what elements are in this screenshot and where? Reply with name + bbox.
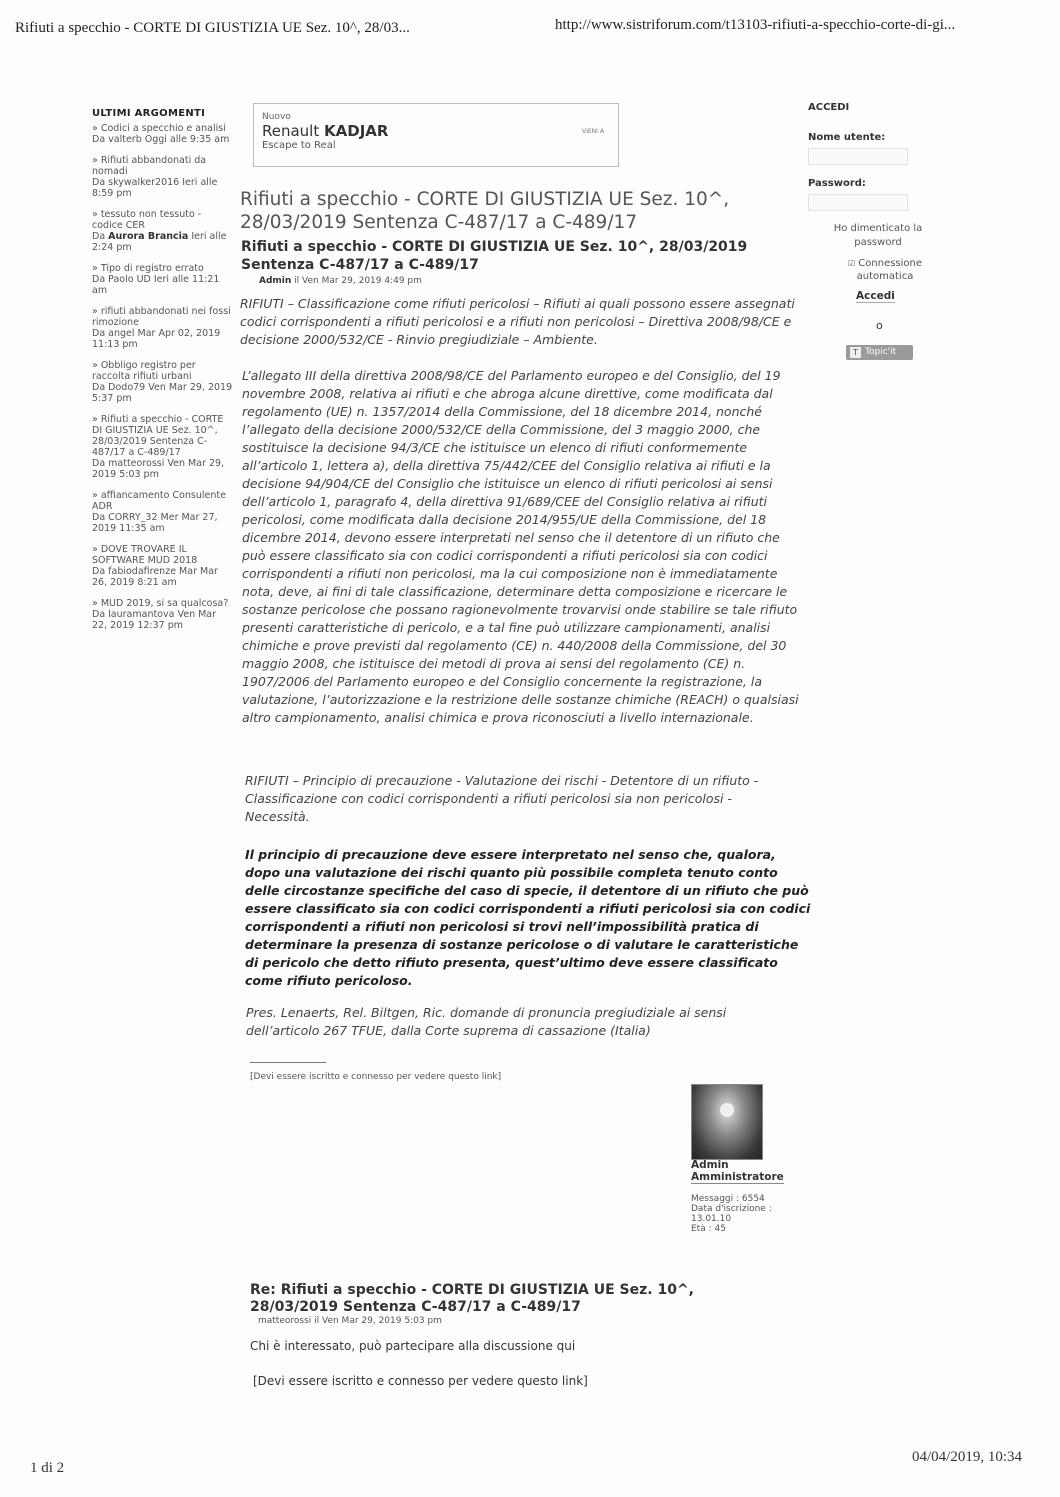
topic-link[interactable]: » rifiuti abbandonati nei fossi rimozione [92,306,231,328]
ad-brand: Renault [262,122,320,140]
topic-item[interactable] [92,598,234,631]
topic-link[interactable]: » Obbligo registro per raccolta rifiuti urbani [92,360,196,382]
author-stats [691,1194,772,1234]
topic-item[interactable] [92,544,234,588]
forgot-password-link[interactable]: Ho dimenticato la password [833,223,923,248]
username-input[interactable] [808,148,908,165]
post-paragraph-5: Pres. Lenaerts, Rel. Biltgen, Ric. domande di pronuncia pregiudiziale ai sensi dell’articolo 267 TFUE, dalla Corte suprema di cassazione (Italia) [246,1005,727,1038]
post-date: il Ven Mar 29, 2019 4:49 pm [294,276,422,286]
topic-item[interactable] [92,490,234,534]
topicit-icon: T [850,347,861,358]
topic-item[interactable] [92,414,234,480]
reply-body: Chi è interessato, può partecipare alla discussione qui [250,1339,576,1353]
print-header-url: http://www.sistriforum.com/t13103-rifiuti-a-specchio-corte-di-gi... [555,17,956,33]
post-paragraph-1: RIFIUTI – Classificazione come rifiuti pericolosi – Rifiuti ai quali possono essere assegnati codici corrispondenti a rifiuti pericolosi e a rifiuti non pericolosi – Direttiva 2008/98/CE e decisione 2000/532/CE - Rinvio pregiudiziale – Ambiente. [240,296,795,347]
post-paragraph-3: RIFIUTI – Principio di precauzione - Valutazione dei rischi - Detentore di un rifiuto - Classificazione con codici corrispondenti a rifiuti pericolosi sia non pericolosi - Necessità. [245,773,759,824]
topic-item[interactable] [92,263,234,296]
author-reg-date: 13.01.10 [691,1214,732,1224]
reply-hidden-link-notice[interactable]: [Devi essere iscritto e connesso per vedere questo link] [253,1374,588,1388]
topicit-button[interactable] [846,345,913,360]
reply-meta: matteorossi il Ven Mar 29, 2019 5:03 pm [258,1316,442,1326]
password-input[interactable] [808,194,908,211]
author-reg-label: Data d'iscrizione : [691,1204,772,1214]
byline-prefix: Da [92,231,106,242]
page-number: 1 di 2 [30,1460,65,1476]
topic-byline: Da matteorossi Ven Mar 29, 2019 5:03 pm [92,458,225,480]
author-age: Età : 45 [691,1224,726,1234]
topic-byline: Da lauramantova Ven Mar 22, 2019 12:37 pm [92,609,217,631]
ad-banner[interactable] [253,103,619,167]
avatar [691,1084,763,1160]
topic-byline [92,231,234,253]
hidden-link-notice[interactable]: [Devi essere iscritto e connesso per vedere questo link] [250,1072,502,1082]
ad-cta[interactable]: VIENI A [582,128,604,135]
login-heading: ACCEDI [808,102,850,113]
ad-headline [262,122,388,140]
post-meta [259,276,422,286]
page-title: Rifiuti a specchio - CORTE DI GIUSTIZIA UE Sez. 10^, 28/03/2019 Sentenza C-487/17 a C-489/17 [240,189,730,233]
ad-model: KADJAR [324,122,389,140]
topic-byline: Da skywalker2016 Ieri alle 8:59 pm [92,177,218,199]
post-paragraph-2: L’allegato III della direttiva 2008/98/CE del Parlamento europeo e del Consiglio, del 19 novembre 2008, relativa ai rifiuti e che abroga alcune direttive, come modificata dal regolamento (UE) n. 1357/2014 della Commissione, del 18 dicembre 2014, nonché l’allegato della decisione 2000/532/CE della Commissione, del 3 maggio 2000, che sostituisce la decisione 94/3/CE che istituisce un elenco di rifiuti conformemente all’articolo 1, lettera a), della direttiva 75/442/CEE del Consiglio relativa ai rifiuti e la decisione 94/904/CE del Consiglio che istituisce un elenco di rifiuti pericolosi ai sensi dell’articolo 1, paragrafo 4, della direttiva 91/689/CEE del Consiglio relativa ai rifiuti pericolosi, come modificata dalla decisione 2014/955/UE della Commissione, del 18 dicembre 2014, devono essere interpretati nel senso che il detentore di un rifiuto che può essere classificato sia con codici corrispondenti a rifiuti pericolosi sia con codici corrispondenti a rifiuti non pericolosi, ma la cui composizione non è immediatamente nota, deve, ai fini di tale classificazione, determinare detta composizione e ricercare le sostanze pericolose che possano ragionevolmente trovarvisi onde stabilire se tale rifiuto presenti caratteristiche di pericolo, e a tal fine può utilizzare campionamenti, analisi chimiche e prove previsti dal regolamento (CE) n. 440/2008 della Commissione, del 30 maggio 2008, che istituisce dei metodi di prova ai sensi del regolamento (CE) n. 1907/2006 del Parlamento europeo e del Consiglio concernente la registrazione, la valutazione, l’autorizzazione e la restrizione delle sostanze chimiche (REACH) o qualsiasi altro campionamento, analisi chimica e prova riconosciuti a livello internazionale. [242,368,799,725]
topic-byline: Da fabiodafirenze Mar Mar 26, 2019 8:21 am [92,566,218,588]
water-drop-icon [720,1103,734,1117]
topic-link[interactable]: » Rifiuti a specchio - CORTE DI GIUSTIZIA UE Sez. 10^, 28/03/2019 Sentenza C-487/17 a C-489/17 [92,414,224,458]
latest-topics-heading: ULTIMI ARGOMENTI [92,108,206,119]
or-separator: o [876,319,883,332]
author-role: Amministratore [691,1171,784,1183]
topic-link[interactable]: » MUD 2019, si sa qualcosa? [92,598,229,609]
signature-divider [250,1062,326,1063]
reply-title[interactable]: Re: Rifiuti a specchio - CORTE DI GIUSTIZIA UE Sez. 10^, 28/03/2019 Sentenza C-487/17 a C-489/17 [250,1282,695,1315]
topic-byline: Da valterb Oggi alle 9:35 am [92,134,230,145]
post-title[interactable]: Rifiuti a specchio - CORTE DI GIUSTIZIA UE Sez. 10^, 28/03/2019 Sentenza C-487/17 a C-489/17 [241,239,748,273]
topic-item[interactable] [92,155,234,199]
print-header-title: Rifiuti a specchio - CORTE DI GIUSTIZIA UE Sez. 10^, 28/03... [15,20,410,36]
topic-byline: Da Dodo79 Ven Mar 29, 2019 5:37 pm [92,382,233,404]
post-paragraph-4: Il principio di precauzione deve essere interpretato nel senso che, qualora, dopo una valutazione dei rischi quanto più possibile completa tenuto conto delle circostanze specifiche del caso di specie, il detentore di un rifiuto che può essere classificato sia con codici corrispondenti a rifiuti pericolosi sia con codici corrispondenti a rifiuti non pericolosi si trovi nell’impossibilità pratica di determinare la presenza di sostanze pericolose o di valutare le caratteristiche di pericolo che detto rifiuto presenta, quest’ultimo deve essere classificato come rifiuto pericoloso. [245,847,811,988]
topic-item[interactable] [92,209,234,253]
author-name[interactable]: Admin [691,1159,729,1171]
author-messages: Messaggi : 6554 [691,1194,765,1204]
print-datetime: 04/04/2019, 10:34 [912,1449,1023,1465]
ad-kicker: Nuovo [262,112,291,122]
post-author[interactable]: Admin [259,276,292,286]
username-label: Nome utente: [808,132,886,143]
auto-login-option[interactable] [836,257,934,283]
topic-link[interactable]: » Codici a specchio e analisi [92,123,226,134]
topic-byline: Da angel Mar Apr 02, 2019 11:13 pm [92,328,221,350]
ad-slogan: Escape to Real [262,140,336,151]
topic-link[interactable]: » tessuto non tessuto - codice CER [92,209,202,231]
latest-topics-sidebar [92,108,234,641]
topic-link[interactable]: » Tipo di registro errato [92,263,204,274]
checkbox-icon[interactable]: ☑ [847,259,856,268]
auto-login-label: Connessione automatica [856,258,923,282]
login-button[interactable]: Accedi [856,290,895,302]
topicit-label: Topic'it [865,347,897,357]
topic-item[interactable] [92,306,234,350]
topic-link[interactable]: » Rifiuti abbandonati da nomadi [92,155,207,177]
password-label: Password: [808,178,866,189]
topic-byline: Da CORRY_32 Mer Mar 27, 2019 11:35 am [92,512,218,534]
topic-item[interactable] [92,123,234,145]
topic-byline: Da Paolo UD Ieri alle 11:21 am [92,274,220,296]
byline-suffix: Ieri alle 2:24 pm [92,231,227,253]
topic-link[interactable]: » DOVE TROVARE IL SOFTWARE MUD 2018 [92,544,198,566]
topic-link[interactable]: » affiancamento Consulente ADR [92,490,226,512]
topic-author[interactable]: Aurora Brancia [108,231,189,242]
topic-item[interactable] [92,360,234,404]
